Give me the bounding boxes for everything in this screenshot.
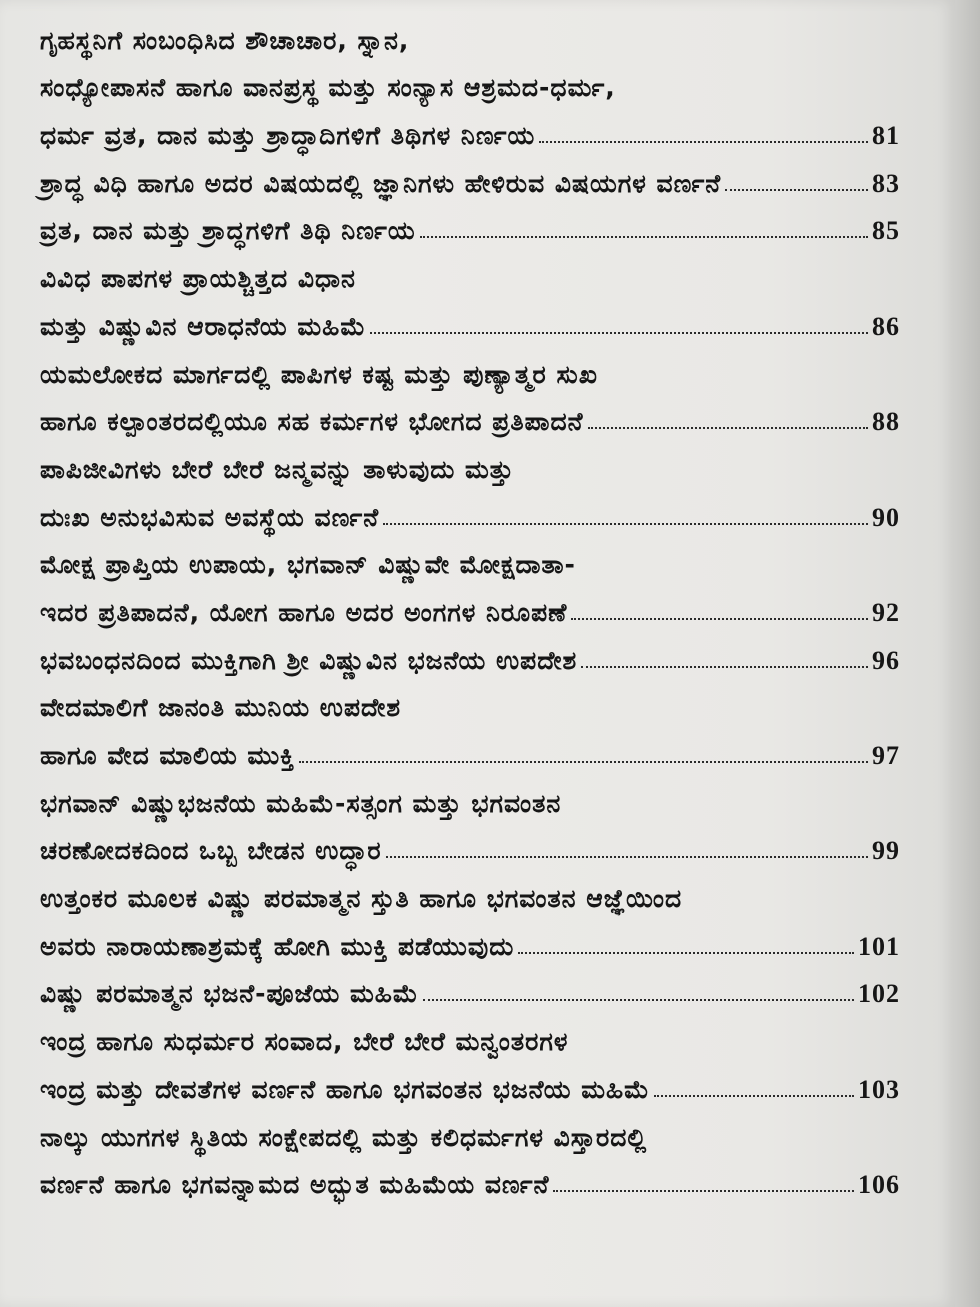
toc-entry-text: ಇದರ ಪ್ರತಿಪಾದನೆ, ಯೋಗ ಹಾಗೂ ಅದರ ಅಂಗಗಳ ನಿರೂಪಣೆ [40, 597, 568, 627]
toc-line [40, 628, 900, 676]
toc-line [40, 342, 900, 390]
toc-entry [40, 437, 900, 532]
dot-leader [588, 427, 868, 429]
toc-line [40, 437, 900, 485]
toc-entry-text: ಗೃಹಸ್ಥನಿಗೆ ಸಂಬಂಧಿಸಿದ ಶೌಚಾಚಾರ, ಸ್ನಾನ, [40, 25, 410, 55]
toc-line [40, 199, 900, 247]
toc-entry-text: ದುಃಖ ಅನುಭವಿಸುವ ಅವಸ್ಥೆಯ ವರ್ಣನೆ [40, 502, 380, 532]
toc-page-number: 85 [872, 216, 900, 246]
toc-line [40, 1105, 900, 1153]
toc-line [40, 962, 900, 1010]
toc-entry [40, 199, 900, 247]
toc-line [40, 1009, 900, 1057]
toc-entry-text: ವಿವಿಧ ಪಾಪಗಳ ಪ್ರಾಯಶ್ಚಿತ್ತದ ವಿಧಾನ [40, 264, 356, 294]
dot-leader [518, 952, 854, 954]
toc-entry-text: ಯಮಲೋಕದ ಮಾರ್ಗದಲ್ಲಿ ಪಾಪಿಗಳ ಕಷ್ಟ ಮತ್ತು ಪುಣ್ಯಾತ್ಮರ ಸುಖ [40, 359, 598, 389]
toc-entry-text: ಮತ್ತು ವಿಷ್ಣುವಿನ ಆರಾಧನೆಯ ಮಹಿಮೆ [40, 311, 367, 341]
toc-page-number: 96 [872, 645, 900, 675]
dot-leader [299, 761, 868, 763]
toc-entry-text: ಭಗವಾನ್ ವಿಷ್ಣುಭಜನೆಯ ಮಹಿಮೆ-ಸತ್ಸಂಗ ಮತ್ತು ಭಗವಂತನ [40, 788, 562, 818]
dot-leader [725, 189, 868, 191]
toc-page-number: 103 [858, 1074, 900, 1104]
toc-entry-text: ಹಾಗೂ ವೇದ ಮಾಲಿಯ ಮುಕ್ತಿ [40, 741, 295, 770]
toc-line [40, 151, 900, 199]
toc-entry [40, 676, 900, 771]
dot-leader [370, 332, 868, 334]
toc-line [40, 485, 900, 533]
toc-entry-text: ಚರಣೋದಕದಿಂದ ಒಬ್ಬ ಬೇಡನ ಉದ್ಧಾರ [40, 836, 382, 866]
toc-line [40, 103, 900, 151]
toc-entry-text: ಶ್ರಾದ್ಧ ವಿಧಿ ಹಾಗೂ ಅದರ ವಿಷಯದಲ್ಲಿ ಜ್ಞಾನಿಗಳು ಹೇಳಿರುವ ವಿಷಯಗಳ ವರ್ಣನೆ [40, 168, 722, 198]
toc-line [40, 56, 900, 104]
dot-leader [386, 856, 868, 858]
toc-page-number: 90 [872, 502, 900, 532]
toc-entry [40, 533, 900, 628]
toc-entry-text: ಇಂದ್ರ ಹಾಗೂ ಸುಧರ್ಮರ ಸಂವಾದ, ಬೇರೆ ಬೇರೆ ಮನ್ವಂತರಗಳ [40, 1027, 569, 1057]
toc-line [40, 390, 900, 438]
toc-entry [40, 1105, 900, 1200]
dot-leader [420, 236, 868, 238]
toc-entry-text: ಪಾಪಿಜೀವಿಗಳು ಬೇರೆ ಬೇರೆ ಜನ್ಮವನ್ನು ತಾಳುವುದು ಮತ್ತು [40, 454, 515, 484]
toc-entry [40, 342, 900, 437]
toc-entry [40, 628, 900, 676]
toc-page-number: 88 [872, 407, 900, 437]
page-edge [955, 0, 980, 1307]
dot-leader [571, 618, 868, 620]
toc-entry-text: ಭವಬಂಧನದಿಂದ ಮುಕ್ತಿಗಾಗಿ ಶ್ರೀ ವಿಷ್ಣುವಿನ ಭಜನೆಯ ಉಪದೇಶ [40, 645, 578, 675]
toc-entry [40, 8, 900, 151]
toc-entry-text: ಉತ್ತಂಕರ ಮೂಲಕ ವಿಷ್ಣು ಪರಮಾತ್ಮನ ಸ್ತುತಿ ಹಾಗೂ ಭಗವಂತನ ಆಜ್ಞೆಯಿಂದ [40, 884, 683, 914]
toc-line [40, 533, 900, 581]
toc-entry-text: ಇಂದ್ರ ಮತ್ತು ದೇವತೆಗಳ ವರ್ಣನೆ ಹಾಗೂ ಭಗವಂತನ ಭಜನೆಯ ಮಹಿಮೆ [40, 1074, 650, 1104]
toc-entry-text: ವೇದಮಾಲಿಗೆ ಜಾನಂತಿ ಮುನಿಯ ಉಪದೇಶ [40, 693, 402, 723]
toc-entry-text: ಹಾಗೂ ಕಲ್ಪಾಂತರದಲ್ಲಿಯೂ ಸಹ ಕರ್ಮಗಳ ಭೋಗದ ಪ್ರತಿಪಾದನೆ [40, 407, 584, 437]
toc-entry-text: ವರ್ಣನೆ ಹಾಗೂ ಭಗವನ್ನಾಮದ ಅದ್ಭುತ ಮಹಿಮೆಯ ವರ್ಣನೆ [40, 1170, 550, 1200]
toc-page-number: 81 [872, 121, 900, 151]
toc-entry-text: ಮೋಕ್ಷ ಪ್ರಾಪ್ತಿಯ ಉಪಾಯ, ಭಗವಾನ್ ವಿಷ್ಣುವೇ ಮೋಕ್ಷದಾತಾ- [40, 550, 576, 580]
toc-page-number: 101 [858, 931, 900, 961]
toc-page-number: 102 [858, 979, 900, 1009]
toc-line [40, 1153, 900, 1201]
toc-page-number: 106 [858, 1170, 900, 1200]
toc-line [40, 723, 900, 771]
table-of-contents [40, 8, 900, 1200]
toc-line [40, 294, 900, 342]
toc-entry-text: ಅವರು ನಾರಾಯಣಾಶ್ರಮಕ್ಕೆ ಹೋಗಿ ಮುಕ್ತಿ ಪಡೆಯುವುದು [40, 931, 515, 961]
dot-leader [654, 1095, 854, 1097]
toc-page-number: 92 [872, 597, 900, 627]
dot-leader [553, 1190, 854, 1192]
toc-entry-text: ಸಂಧ್ಯೋಪಾಸನೆ ಹಾಗೂ ವಾನಪ್ರಸ್ಥ ಮತ್ತು ಸಂನ್ಯಾಸ ಆಶ್ರಮದ-ಧರ್ಮ, [40, 73, 616, 103]
dot-leader [581, 666, 868, 668]
toc-entry-text: ನಾಲ್ಕು ಯುಗಗಳ ಸ್ಥಿತಿಯ ಸಂಕ್ಷೇಪದಲ್ಲಿ ಮತ್ತು ಕಲಿಧರ್ಮಗಳ ವಿಸ್ತಾರದಲ್ಲಿ [40, 1122, 648, 1152]
toc-entry [40, 246, 900, 341]
toc-page-number: 97 [872, 741, 900, 770]
toc-entry-text: ವಿಷ್ಣು ಪರಮಾತ್ಮನ ಭಜನೆ-ಪೂಜೆಯ ಮಹಿಮೆ [40, 979, 419, 1009]
dot-leader [383, 523, 868, 525]
toc-entry [40, 151, 900, 199]
toc-page-number: 83 [872, 168, 900, 198]
toc-entry-text: ಧರ್ಮ ವ್ರತ, ದಾನ ಮತ್ತು ಶ್ರಾದ್ಧಾದಿಗಳಿಗೆ ತಿಥಿಗಳ ನಿರ್ಣಯ [40, 121, 536, 151]
toc-line [40, 8, 900, 56]
toc-line [40, 914, 900, 962]
toc-line [40, 819, 900, 867]
toc-line [40, 580, 900, 628]
toc-line [40, 246, 900, 294]
toc-entry [40, 1009, 900, 1104]
toc-line [40, 866, 900, 914]
toc-page-number: 99 [872, 836, 900, 866]
toc-entry [40, 962, 900, 1010]
toc-page-number: 86 [872, 311, 900, 341]
toc-line [40, 1057, 900, 1105]
dot-leader [423, 999, 854, 1001]
toc-line [40, 771, 900, 819]
toc-entry-text: ವ್ರತ, ದಾನ ಮತ್ತು ಶ್ರಾದ್ಧಗಳಿಗೆ ತಿಥಿ ನಿರ್ಣಯ [40, 216, 416, 246]
toc-line [40, 676, 900, 724]
toc-entry [40, 866, 900, 961]
toc-entry [40, 771, 900, 866]
dot-leader [539, 141, 868, 143]
